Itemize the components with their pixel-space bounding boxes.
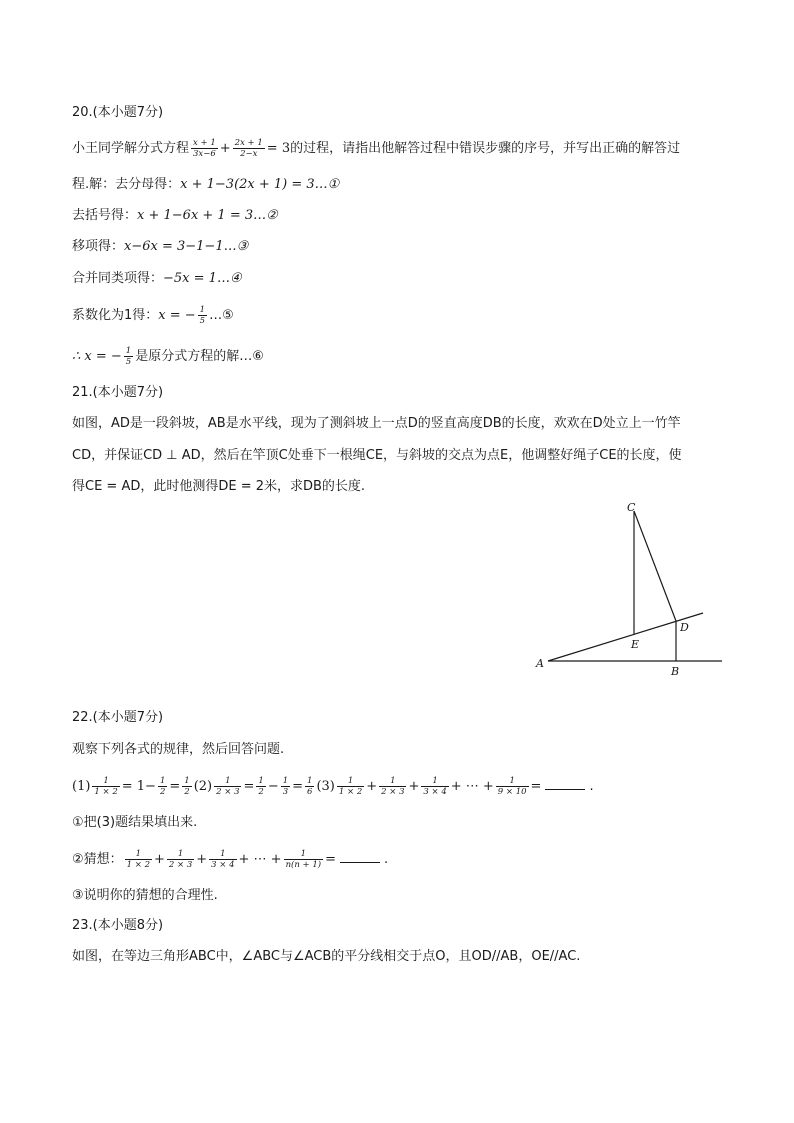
q20-header: 20.(本小题7分) xyxy=(72,105,164,120)
q20-step6: ∴ x = − $\frac{1}{5}$ 是原分式方程的解…⑥ xyxy=(72,346,264,367)
q22-task1: ①把(3)题结果填出来. xyxy=(72,815,198,830)
q20-step2: 去括号得：x + 1−6x + 1 = 3…② xyxy=(72,208,278,223)
q22-task3: ③说明你的猜想的合理性. xyxy=(72,888,218,903)
pole-cd xyxy=(634,511,676,621)
label-e: E xyxy=(631,638,640,651)
label-d: D xyxy=(680,621,689,634)
q22-header: 22.(本小题7分) xyxy=(72,710,164,725)
q20-intro xyxy=(72,138,680,159)
q20-step5: 系数化为1得：x = − $\frac{1}{5}$ …⑤ xyxy=(72,305,234,326)
q22-intro: 观察下列各式的规律，然后回答问题. xyxy=(72,742,285,757)
q21-line2: CD，并保证CD ⊥ AD，然后在竿顶C处垂下一根绳CE，与斜坡的交点为点E，他调整好绳子CE的长度，使 xyxy=(72,448,682,463)
q21-figure xyxy=(530,495,730,685)
q21-line1: 如图，AD是一段斜坡，AB是水平线，现为了测斜坡上一点D的竖直高度DB的长度，欢欢在D处立上一竹竿 xyxy=(72,416,681,431)
q22-task2: ②猜想： $\frac{1}{1 \times 2}$ + $\frac{1}{2 \times 3}$ + $\frac{1}{3 \times 4}$ + ⋯ + $\frac{1}{n(n + 1)}$ = . xyxy=(72,849,389,870)
q20-frac2: $\frac{2x + 1}{2-x}$ xyxy=(234,138,263,159)
q22-answer-blank-1[interactable] xyxy=(545,777,585,790)
q23-header: 23.(本小题8分) xyxy=(72,918,164,933)
q20-plus: + xyxy=(219,141,231,156)
q20-frac1: $\frac{x + 1}{3x-6}$ xyxy=(193,138,216,159)
q21-line3: 得CE = AD，此时他测得DE = 2米，求DB的长度. xyxy=(72,479,366,494)
q20-eq-rhs: = 3 xyxy=(266,141,291,156)
q20-step1: 程.解：去分母得：x + 1−3(2x + 1) = 3…① xyxy=(72,177,340,192)
q22-answer-blank-2[interactable] xyxy=(340,850,380,863)
label-b: B xyxy=(671,665,680,678)
q20-step3: 移项得：x−6x = 3−1−1…③ xyxy=(72,239,249,254)
q23-line1: 如图，在等边三角形ABC中，∠ABC与∠ACB的平分线相交于点O，且OD//AB，OE//AC. xyxy=(72,949,581,964)
q22-examples: (1) $\frac{1}{1 \times 2}$ = 1− $\frac{1}{2}$ = $\frac{1}{2}$ (2) $\frac{1}{2 \times 3}$ = $\frac{1}{2}$ − $\frac{1}{3}$ = $\frac{1}{6}$ (3) $\frac{1}{1 \times 2}$ + $\frac{1}{2 \times 3}$ + $\frac{1}{3 \times 4}$ + ⋯ + $\frac{1}{9 \times 10}$ = . xyxy=(72,776,594,797)
label-c: C xyxy=(627,501,636,514)
label-a: A xyxy=(536,657,544,670)
q20-step4: 合并同类项得：−5x = 1…④ xyxy=(72,271,242,286)
q20-intro-a: 小王同学解分式方程 xyxy=(72,141,190,156)
q21-header: 21.(本小题7分) xyxy=(72,385,164,400)
q20-intro-b: 的过程，请指出他解答过程中错误步骤的序号，并写出正确的解答过 xyxy=(290,141,681,156)
